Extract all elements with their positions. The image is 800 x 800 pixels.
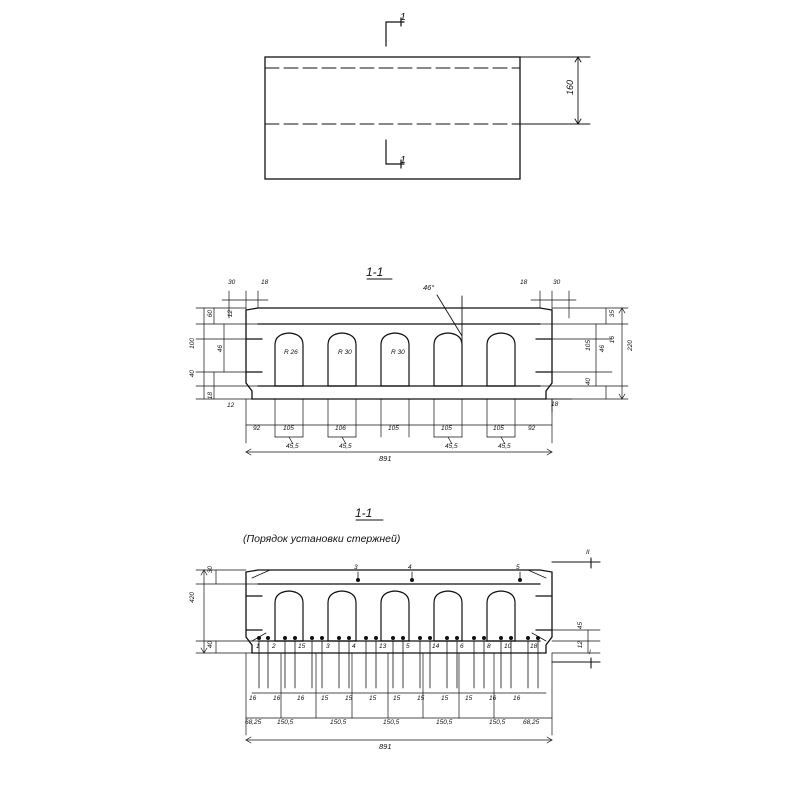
bar-mark-6: 6 (460, 643, 464, 650)
spacing-1: 16 (249, 695, 257, 702)
bar-leaders (252, 570, 546, 641)
upper-right-top-dims (531, 291, 576, 318)
bar-mark-top-5: 5 (516, 564, 520, 571)
spacing-10: 15 (465, 695, 473, 702)
plan-height-dimension (520, 57, 590, 124)
bar-mark-2: 2 (272, 643, 276, 650)
spacing-2: 16 (273, 695, 281, 702)
section-lower-title: 1-1 (355, 506, 373, 520)
radius-label-1: R 26 (284, 349, 298, 356)
spacing-6: 15 (369, 695, 377, 702)
section-lower-subtitle: (Порядок установки стержней) (243, 533, 401, 545)
upper-left-dim-30: 30 (228, 279, 236, 286)
lower-bottom-dim-5: 150,5 (436, 719, 453, 726)
lower-bottom-dim-6: 150,5 (489, 719, 506, 726)
lower-bottom-dim-2: 150,5 (277, 719, 294, 726)
bar-mark-3: 3 (326, 643, 330, 650)
lower-bottom-dim-3: 150,5 (330, 719, 347, 726)
upper-bottom-dim-6: 105 (493, 425, 504, 432)
radius-label-3: R 30 (391, 349, 405, 356)
lower-bottom-dim-4: 150,5 (383, 719, 400, 726)
lower-callout-II: II (586, 549, 590, 556)
bar-mark-top-4: 4 (408, 564, 412, 571)
spacing-7: 15 (393, 695, 401, 702)
upper-left-v-12: 12 (227, 310, 234, 318)
lower-left-v-40: 40 (207, 641, 214, 649)
section-upper-voids (275, 333, 515, 386)
upper-right-dim-30: 30 (553, 279, 561, 286)
section-lower-voids (275, 591, 515, 641)
spacing-9: 15 (441, 695, 449, 702)
upper-right-vertical-dims (540, 308, 628, 399)
upper-bottom-dim2-4: 45,5 (498, 443, 511, 450)
spacing-3: 16 (297, 695, 305, 702)
upper-bottom-dim-1: 92 (253, 425, 261, 432)
plan-callout-top-label: 1 (400, 11, 406, 23)
upper-right-v-35: 35 (609, 310, 616, 318)
upper-bottom-dim2-1: 45,5 (286, 443, 299, 450)
upper-overall-width: 891 (379, 454, 392, 463)
upper-left-v-40: 40 (189, 370, 196, 378)
upper-right-v-46: 46 (599, 345, 606, 353)
upper-left-v-60: 60 (207, 310, 214, 318)
lower-callout-I: I (589, 649, 591, 656)
upper-left-vertical-dims (196, 308, 258, 399)
spacing-12: 16 (513, 695, 521, 702)
lower-overall-width: 891 (379, 742, 392, 751)
upper-bottom-dim2-2: 45,5 (339, 443, 352, 450)
angle-label: 46° (423, 283, 435, 292)
bar-mark-8: 8 (487, 643, 491, 650)
bar-position-lines (257, 572, 539, 688)
bar-mark-15: 15 (298, 643, 306, 650)
lower-right-v-45: 45 (577, 622, 584, 630)
upper-right-dim-18: 18 (520, 279, 528, 286)
bar-mark-top-3: 3 (354, 564, 358, 571)
radius-label-2: R 30 (338, 349, 352, 356)
bar-mark-4: 4 (352, 643, 356, 650)
lower-left-v-420: 420 (189, 592, 196, 603)
lower-right-callouts (552, 558, 600, 668)
bar-mark-1: 1 (256, 643, 260, 650)
plan-callout-bottom-label: 1 (400, 154, 406, 166)
bar-mark-14: 14 (432, 643, 440, 650)
upper-bottom-dim-7: 92 (528, 425, 536, 432)
lower-left-v-30: 30 (207, 566, 214, 574)
bar-mark-10: 10 (504, 643, 512, 650)
spacing-5: 15 (345, 695, 353, 702)
upper-left-v-46: 46 (217, 345, 224, 353)
plan-view-outline (265, 57, 520, 179)
bar-mark-18: 18 (530, 643, 538, 650)
spacing-11: 16 (489, 695, 497, 702)
upper-bottom-dim-3: 106 (335, 425, 346, 432)
upper-left-v-12b: 12 (227, 402, 235, 409)
lower-bottom-dim-1: 68,25 (245, 719, 262, 726)
upper-bottom-dim-4: 105 (388, 425, 399, 432)
upper-left-v-100: 100 (189, 338, 196, 349)
spacing-8: 15 (417, 695, 425, 702)
bar-mark-13: 13 (379, 643, 387, 650)
upper-right-v-16: 16 (609, 336, 616, 344)
lower-bottom-dim-7: 68,25 (523, 719, 540, 726)
upper-right-small-18: 18 (551, 401, 559, 408)
bar-mark-5: 5 (406, 643, 410, 650)
upper-left-dim-18: 18 (261, 279, 269, 286)
upper-bottom-dim-5: 105 (441, 425, 452, 432)
upper-right-v-220: 220 (627, 340, 634, 351)
section-upper-title: 1-1 (366, 265, 384, 279)
spacing-4: 15 (321, 695, 329, 702)
upper-right-v-40: 40 (585, 378, 592, 386)
upper-right-v-105: 105 (585, 340, 592, 351)
upper-bottom-dim2-3: 45,5 (445, 443, 458, 450)
plan-height-label: 160 (565, 80, 575, 96)
upper-left-v-18: 18 (207, 392, 214, 400)
upper-bottom-dim-2: 105 (283, 425, 294, 432)
lower-right-v-12: 12 (577, 641, 584, 649)
